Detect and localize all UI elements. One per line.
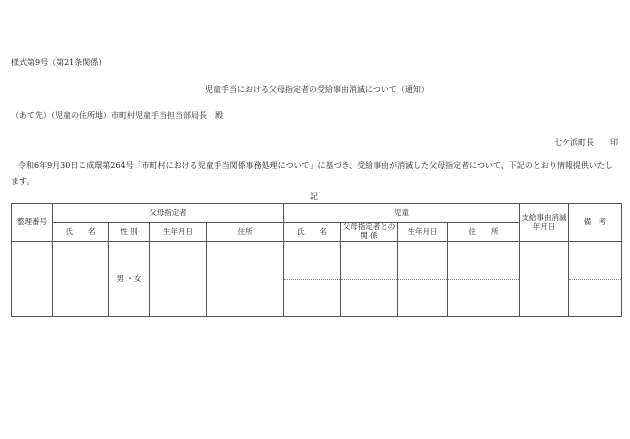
sender: 七ケ浜町長 印 — [554, 138, 618, 147]
cell-child-address[interactable] — [448, 242, 520, 317]
cell-child-birth[interactable] — [398, 242, 448, 317]
dotted-divider — [341, 279, 397, 280]
header-child-relation: 父母指定者との 関 係 — [341, 223, 398, 242]
header-parent-birth: 生年月日 — [150, 223, 207, 242]
cell-end-date[interactable] — [520, 242, 569, 317]
header-parent-address: 住所 — [207, 223, 284, 242]
header-child-birth: 生年月日 — [398, 223, 448, 242]
header-seiri-number: 整理番号 — [12, 204, 53, 242]
header-parent-sex: 性 別 — [109, 223, 150, 242]
dotted-divider — [448, 279, 519, 280]
body-text-line1: 令和6年9月30日こ成環第264号「市町村における児童手当関係事務処理について」に基づき、受給事由が消滅した父母指定者について、下記のとおり情報提供いたし — [18, 161, 613, 170]
cell-seiri[interactable] — [12, 242, 53, 317]
header-remarks: 備 考 — [569, 204, 622, 242]
cell-child-name[interactable] — [284, 242, 341, 317]
cell-parent-sex[interactable]: 男 ・女 — [109, 242, 150, 317]
header-parent-name: 氏 名 — [53, 223, 109, 242]
cell-child-relation[interactable] — [341, 242, 398, 317]
addressee: （あて先）（児童の住所地）市町村児童手当担当部局長 殿 — [11, 111, 223, 120]
form-number: 様式第9号（第21条関係） — [11, 58, 107, 67]
document-title: 児童手当における父母指定者の受給事由消滅について（通知） — [205, 85, 429, 94]
header-parent-group: 父母指定者 — [53, 204, 284, 223]
ki-heading: 記 — [310, 192, 318, 201]
notice-table — [11, 203, 622, 317]
dotted-divider — [569, 279, 621, 280]
body-text-line2: ます。 — [11, 177, 35, 186]
dotted-divider — [398, 279, 447, 280]
header-end-date: 支給事由消滅年月日 — [520, 204, 569, 242]
cell-parent-address[interactable] — [207, 242, 284, 317]
table-row — [12, 242, 622, 317]
header-child-name: 氏 名 — [284, 223, 341, 242]
header-child-address: 住 所 — [448, 223, 520, 242]
header-child-group: 児童 — [284, 204, 520, 223]
cell-parent-birth[interactable] — [150, 242, 207, 317]
dotted-divider — [284, 279, 340, 280]
cell-remarks[interactable] — [569, 242, 622, 317]
cell-parent-name[interactable] — [53, 242, 109, 317]
